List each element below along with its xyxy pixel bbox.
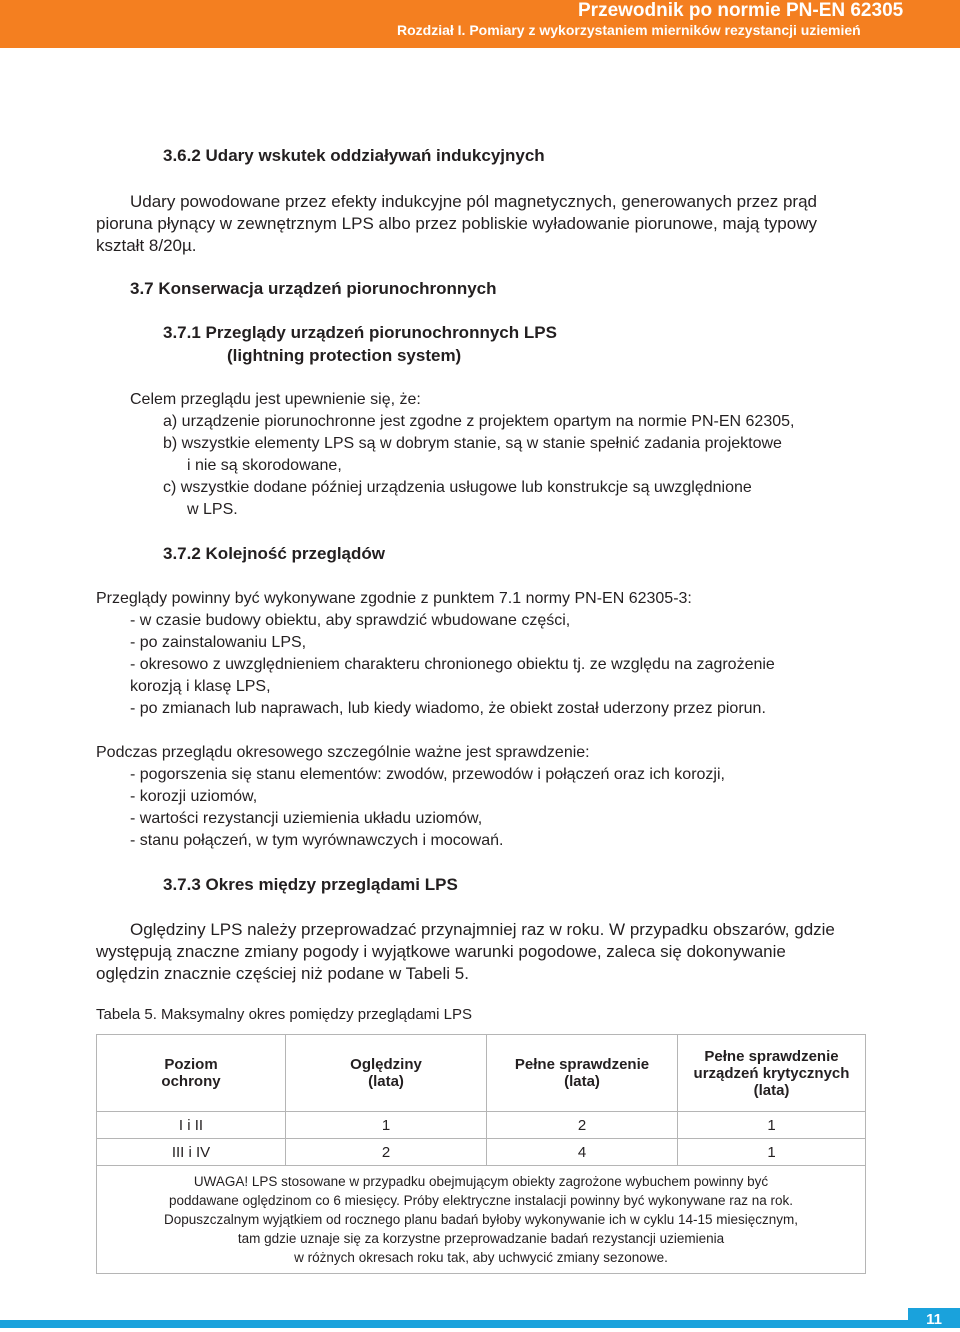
table-note — [97, 1166, 866, 1274]
table-caption: Tabela 5. Maksymalny okres pomiędzy przeglądami LPS — [96, 1006, 473, 1023]
header-title: Przewodnik po normie PN-EN 62305 — [578, 0, 904, 21]
paragraph-line: pioruna płynący w zewnętrznym LPS albo przez pobliskie wyładowanie piorunowe, mają typowy — [96, 214, 817, 233]
note-line: Dopuszczalnym wyjątkiem od rocznego planu badań byłoby wykonywanie ich w cyklu 14-15 miesięcznym, — [163, 1212, 799, 1227]
note-line: poddawane oględzinom co 6 miesięcy. Próby elektryczne instalacji powinny być wykonywane raz na rok. — [168, 1193, 794, 1208]
note-line: UWAGA! LPS stosowane w przypadku obejmującym obiekty zagrożone wybuchem powinny być — [193, 1174, 769, 1189]
section-3-7-1-heading: 3.7.1 Przeglądy urządzeń piorunochronnych LPS — [163, 323, 557, 342]
header-cell — [97, 1035, 286, 1112]
list-intro: Podczas przeglądu okresowego szczególnie ważne jest sprawdzenie: — [96, 744, 590, 761]
table-cell: 1 — [678, 1112, 866, 1139]
table-cell: 4 — [487, 1139, 678, 1166]
list-item: a) urządzenie piorunochronne jest zgodne z projektem opartym na normie PN-EN 62305, — [163, 413, 795, 430]
list-item-continuation: korozją i klasę LPS, — [130, 678, 271, 695]
list-intro: Celem przeglądu jest upewnienie się, że: — [130, 391, 421, 408]
paragraph-line: Udary powodowane przez efekty indukcyjne pól magnetycznych, generowanych przez prąd — [130, 192, 817, 211]
table-header-row — [97, 1035, 866, 1112]
header-text: Pełne sprawdzenie — [514, 1056, 650, 1073]
section-3-7-2-heading: 3.7.2 Kolejność przeglądów — [163, 544, 386, 563]
header-subtitle: Rozdział I. Pomiary z wykorzystaniem mierników rezystancji uziemień — [397, 22, 861, 38]
paragraph-line: kształt 8/20µ. — [96, 236, 197, 255]
section-3-7-3-heading: 3.7.3 Okres między przeglądami LPS — [163, 875, 458, 894]
paragraph-line: oględzin znacznie częściej niż podane w Tabeli 5. — [96, 964, 469, 983]
page-header — [0, 0, 960, 48]
note-line: tam gdzie uznaje się za korzystne przeprowadzanie badań rezystancji uziemienia — [237, 1231, 725, 1246]
list-item: - w czasie budowy obiektu, aby sprawdzić wbudowane części, — [130, 612, 571, 629]
list-item-continuation: i nie są skorodowane, — [187, 457, 342, 474]
list-item: - po zainstalowaniu LPS, — [130, 634, 307, 651]
header-text: ochrony — [161, 1073, 221, 1090]
inspection-interval-table — [96, 1034, 866, 1274]
table-cell: 1 — [286, 1112, 487, 1139]
table-row — [97, 1112, 866, 1139]
header-text: Poziom — [164, 1056, 218, 1073]
list-item-continuation: w LPS. — [187, 501, 238, 518]
list-item: - okresowo z uwzględnieniem charakteru chronionego obiektu tj. ze względu na zagrożenie — [130, 656, 775, 673]
section-3-6-2-heading: 3.6.2 Udary wskutek oddziaływań indukcyjnych — [163, 146, 545, 165]
table-cell: I i II — [97, 1112, 286, 1139]
table-row — [97, 1139, 866, 1166]
table-cell: 2 — [487, 1112, 678, 1139]
header-text: (lata) — [753, 1081, 790, 1099]
list-item: - stanu połączeń, w tym wyrównawczych i mocowań. — [130, 832, 504, 849]
header-text: Oględziny — [350, 1056, 422, 1073]
page-number: 11 — [908, 1308, 960, 1328]
table-cell: 2 — [286, 1139, 487, 1166]
header-cell — [678, 1035, 866, 1112]
table-cell: III i IV — [97, 1139, 286, 1166]
list-item: b) wszystkie elementy LPS są w dobrym stanie, są w stanie spełnić zadania projektowe — [163, 435, 782, 452]
table-cell: 1 — [678, 1139, 866, 1166]
list-intro: Przeglądy powinny być wykonywane zgodnie z punktem 7.1 normy PN-EN 62305-3: — [96, 590, 692, 607]
list-item: - po zmianach lub naprawach, lub kiedy wiadomo, że obiekt został uderzony przez piorun. — [130, 700, 766, 717]
list-item: - korozji uziomów, — [130, 788, 258, 805]
header-text: (lata) — [564, 1073, 600, 1090]
table-note-row — [97, 1166, 866, 1274]
list-item: - pogorszenia się stanu elementów: zwodów, przewodów i połączeń oraz ich korozji, — [130, 766, 725, 783]
header-cell — [487, 1035, 678, 1112]
list-item: - wartości rezystancji uziemienia układu uziomów, — [130, 810, 483, 827]
header-cell — [286, 1035, 487, 1112]
header-text: (lata) — [368, 1073, 404, 1090]
page-footer-bar — [0, 1320, 960, 1328]
header-text: Pełne sprawdzenie — [704, 1047, 839, 1065]
section-3-7-heading: 3.7 Konserwacja urządzeń piorunochronnych — [130, 279, 497, 298]
note-line: w różnych okresach roku tak, aby uchwycić zmiany sezonowe. — [294, 1250, 668, 1265]
header-text: urządzeń krytycznych — [693, 1064, 850, 1082]
paragraph-line: występują znaczne zmiany pogody i wyjątkowe warunki pogodowe, zaleca się dokonywanie — [96, 942, 786, 961]
list-item: c) wszystkie dodane później urządzenia usługowe lub konstrukcje są uwzględnione — [163, 479, 752, 496]
paragraph-line: Oględziny LPS należy przeprowadzać przynajmniej raz w roku. W przypadku obszarów, gdzie — [130, 920, 835, 939]
section-3-7-1-heading-line2: (lightning protection system) — [227, 346, 462, 365]
